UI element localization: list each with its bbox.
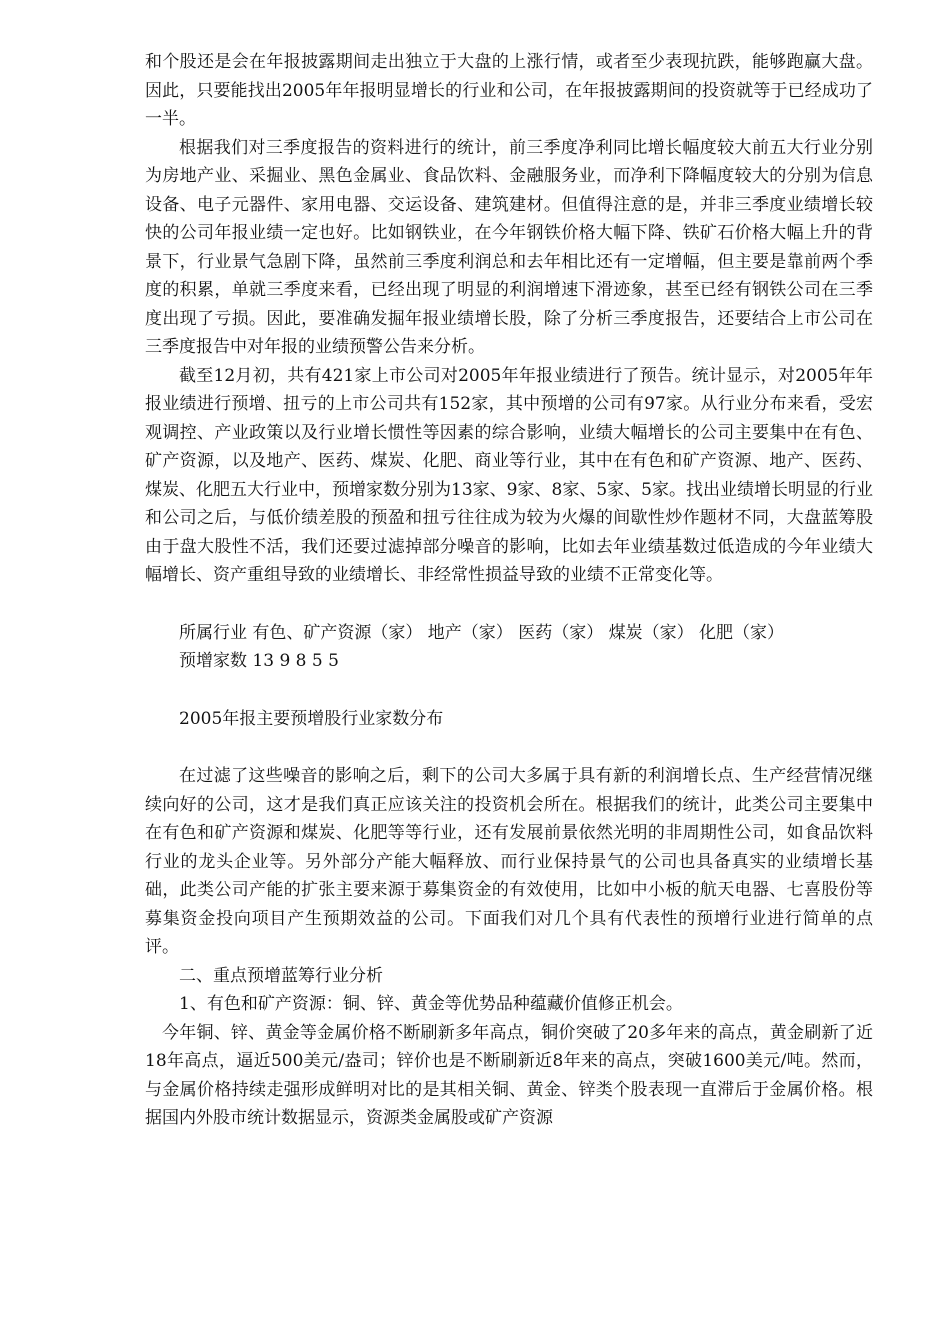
subsection-heading: 1、有色和矿产资源：铜、锌、黄金等优势品种蕴藏价值修正机会。: [179, 994, 683, 1014]
paragraph-metals: 今年铜、锌、黄金等金属价格不断刷新多年高点，铜价突破了20多年来的高点，黄金刷新了近18年高点，逼近500美元/盎司；锌价也是不断刷新近8年来的高点，突破1600美元/吨。然而，与金属价格持续走强形成鲜明对比的是其相关铜、黄金、锌类个股表现一直滞后于金属价格。根据国内外股市统计数据显示，资源类金属股或矿产资源: [145, 1022, 873, 1128]
table-header-row: 所属行业 有色、矿产资源（家） 地产（家） 医药（家） 煤炭（家） 化肥（家）: [179, 622, 785, 643]
table-value-row: 预增家数 13 9 8 5 5: [179, 651, 339, 671]
spacer: [145, 590, 873, 619]
table-caption: 2005年报主要预增股行业家数分布: [179, 708, 444, 729]
spacer: [145, 676, 873, 705]
paragraph-intro: 和个股还是会在年报披露期间走出独立于大盘的上涨行情，或者至少表现抗跌，能够跑赢大盘。因此，只要能找出2005年年报明显增长的行业和公司，在年报披露期间的投资就等于已经成功了一半。: [145, 52, 873, 129]
document-body: [145, 48, 873, 1133]
paragraph-after-filtering: 在过滤了这些噪音的影响之后，剩下的公司大多属于具有新的利润增长点、生产经营情况继续向好的公司，这才是我们真正应该关注的投资机会所在。根据我们的统计，此类公司主要集中在有色和矿产资源和煤炭、化肥等等行业，还有发展前景依然光明的非周期性公司，如食品饮料行业的龙头企业等。另外部分产能大幅释放、而行业保持景气的公司也具备真实的业绩增长基础，此类公司产能的扩张主要来源于募集资金的有效使用，比如中小板的航天电器、七喜股份等募集资金投向项目产生预期效益的公司。下面我们对几个具有代表性的预增行业进行简单的点评。: [145, 766, 873, 957]
section-heading: 二、重点预增蓝筹行业分析: [179, 965, 383, 986]
paragraph-forecast-statistics: 截至12月初，共有421家上市公司对2005年年报业绩进行了预告。统计显示，对2005年年报业绩进行预增、扭亏的上市公司共有152家，其中预增的公司有97家。从行业分布来看，受宏观调控、产业政策以及行业增长惯性等因素的综合影响，业绩大幅增长的公司主要集中在有色、矿产资源，以及地产、医药、煤炭、化肥、商业等行业，其中在有色和矿产资源、地产、医药、煤炭、化肥五大行业中，预增家数分别为13家、9家、8家、5家、5家。找出业绩增长明显的行业和公司之后，与低价绩差股的预盈和扭亏往往成为较为火爆的间歇性炒作题材不同，大盘蓝筹股由于盘大股性不活，我们还要过滤掉部分噪音的影响，比如去年业绩基数过低造成的今年业绩大幅增长、资产重组导致的业绩增长、非经常性损益导致的业绩不正常变化等。: [145, 365, 873, 585]
spacer: [145, 733, 873, 762]
paragraph-q3-statistics: 根据我们对三季度报告的资料进行的统计，前三季度净利同比增长幅度较大前五大行业分别为房地产业、采掘业、黑色金属业、食品饮料、金融服务业，而净利下降幅度较大的分别为信息设备、电子元器件、家用电器、交运设备、建筑建材。但值得注意的是，并非三季度业绩增长较快的公司年报业绩一定也好。比如钢铁业，在今年钢铁价格大幅下降、铁矿石价格大幅上升的背景下，行业景气急剧下降，虽然前三季度利润总和去年相比还有一定增幅，但主要是靠前两个季度的积累，单就三季度来看，已经出现了明显的利润增速下滑迹象，甚至已经有钢铁公司在三季度出现了亏损。因此，要准确发掘年报业绩增长股，除了分析三季度报告，还要结合上市公司在三季度报告中对年报的业绩预警公告来分析。: [145, 137, 873, 357]
